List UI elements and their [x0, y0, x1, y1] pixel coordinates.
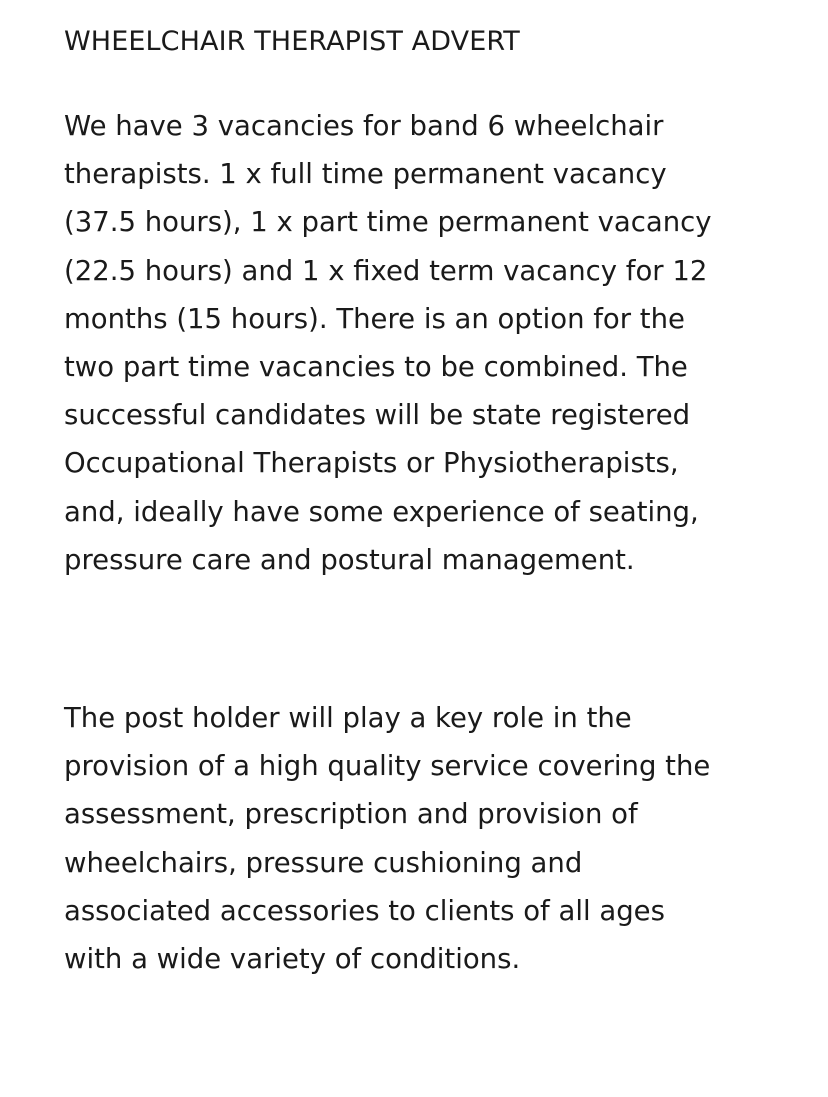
paragraph-line: We have 3 vacancies for band 6 wheelchair — [64, 110, 664, 142]
paragraph-line: provision of a high quality service covering the — [64, 750, 711, 783]
role-description-paragraph — [64, 694, 710, 983]
paragraph-line: Occupational Therapists or Physiotherapists, — [64, 447, 679, 480]
paragraph-line: associated accessories to clients of all ages — [64, 894, 665, 927]
paragraph-line: with a wide variety of conditions. — [64, 943, 521, 976]
paragraph-line: two part time vacancies to be combined. The — [64, 351, 688, 384]
document-title: WHEELCHAIR THERAPIST ADVERT — [64, 26, 520, 57]
paragraph-line: months (15 hours). There is an option for the — [64, 302, 685, 335]
paragraph-line: pressure care and postural management. — [64, 543, 635, 576]
paragraph-line: The post holder will play a key role in the — [64, 702, 632, 734]
paragraph-line: and, ideally have some experience of seating, — [64, 495, 699, 528]
vacancy-details-paragraph — [64, 102, 712, 584]
paragraph-line: therapists. 1 x full time permanent vacancy — [64, 158, 667, 191]
paragraph-line: (37.5 hours), 1 x part time permanent vacancy — [64, 206, 712, 239]
paragraph-line: assessment, prescription and provision of — [64, 798, 638, 831]
paragraph-line: (22.5 hours) and 1 x fixed term vacancy for 12 — [64, 254, 708, 287]
paragraph-line: successful candidates will be state registered — [64, 399, 691, 432]
paragraph-line: wheelchairs, pressure cushioning and — [64, 846, 583, 879]
